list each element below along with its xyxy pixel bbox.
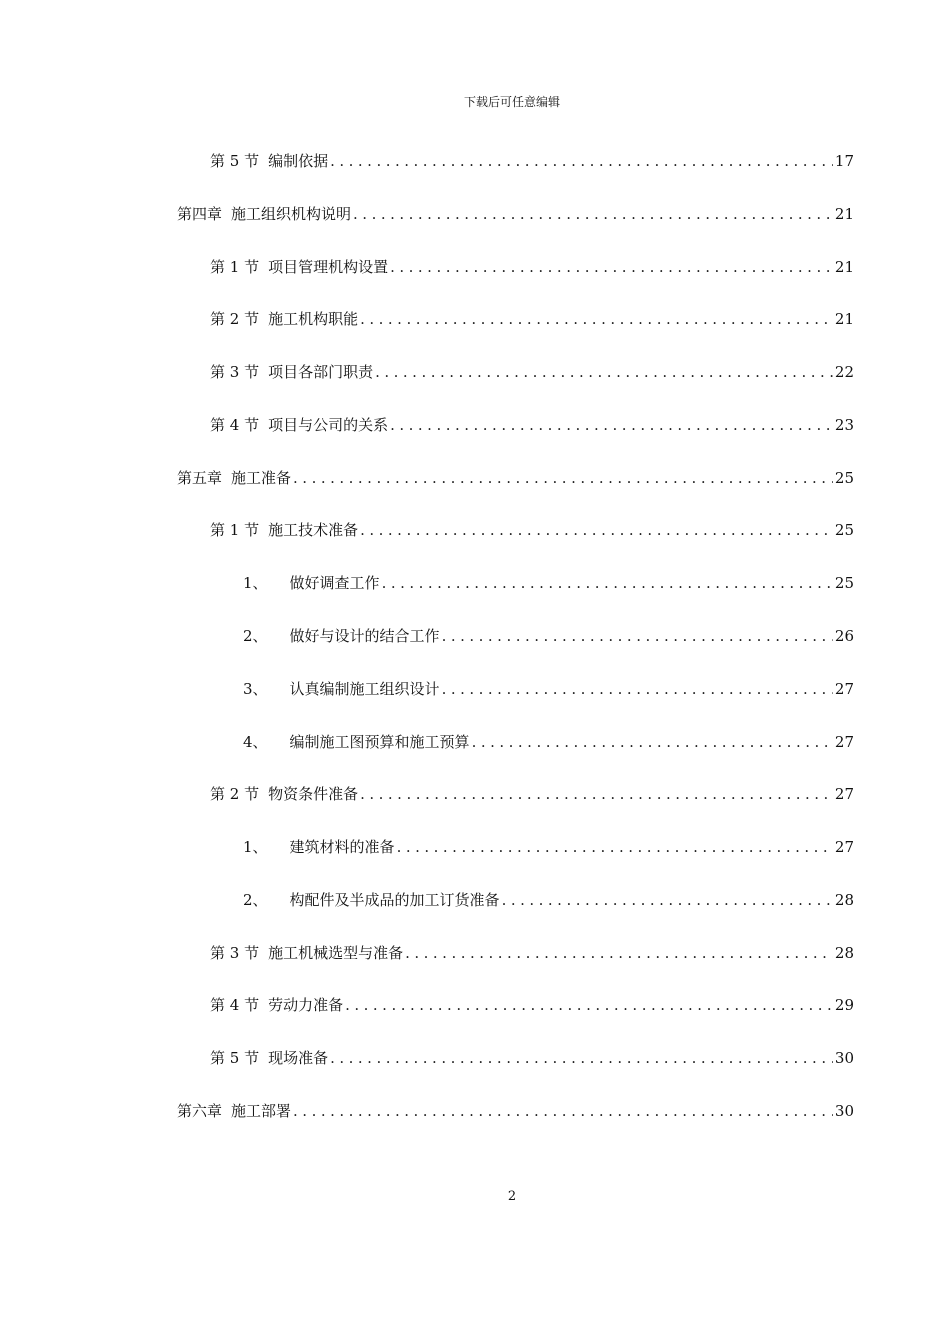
toc-entry-page: 21 bbox=[834, 205, 854, 223]
toc-entry-number: 2、 bbox=[243, 627, 268, 645]
toc-entry-number: 1、 bbox=[243, 838, 268, 856]
toc-dot-leader bbox=[442, 625, 833, 647]
toc-entry[interactable] bbox=[243, 887, 854, 911]
toc-entry-page: 27 bbox=[834, 733, 854, 751]
toc-entry-title: 建筑材料的准备 bbox=[289, 838, 395, 856]
toc-entry[interactable] bbox=[210, 1045, 854, 1069]
toc-entry-page: 25 bbox=[834, 469, 854, 487]
toc-entry-page: 29 bbox=[834, 996, 854, 1014]
toc-entry-number: 第 1 节 bbox=[210, 521, 260, 539]
toc-entry-page: 28 bbox=[834, 891, 854, 909]
toc-entry-page: 17 bbox=[834, 152, 854, 170]
toc-entry[interactable] bbox=[210, 940, 854, 964]
toc-dot-leader bbox=[330, 1047, 833, 1069]
toc-dot-leader bbox=[360, 783, 833, 805]
toc-dot-leader bbox=[375, 361, 833, 383]
toc-entry-number: 1、 bbox=[243, 574, 268, 592]
toc-dot-leader bbox=[397, 836, 833, 858]
toc-entry-title: 物资条件准备 bbox=[268, 785, 359, 803]
toc-entry[interactable] bbox=[210, 359, 854, 383]
toc-dot-leader bbox=[405, 942, 833, 964]
toc-entry-number: 第 3 节 bbox=[210, 363, 260, 381]
toc-entry-page: 25 bbox=[834, 574, 854, 592]
toc-entry[interactable] bbox=[210, 412, 854, 436]
toc-entry-title: 做好与设计的结合工作 bbox=[289, 627, 440, 645]
toc-entry-page: 30 bbox=[834, 1102, 854, 1120]
toc-entry[interactable] bbox=[210, 148, 854, 172]
toc-entry-number: 第 1 节 bbox=[210, 258, 260, 276]
toc-dot-leader bbox=[390, 414, 833, 436]
toc-dot-leader bbox=[442, 678, 833, 700]
toc-entry-number: 第 4 节 bbox=[210, 996, 260, 1014]
toc-entry-page: 30 bbox=[834, 1049, 854, 1067]
toc-dot-leader bbox=[472, 731, 833, 753]
toc-dot-leader bbox=[502, 889, 833, 911]
toc-entry-number: 第 5 节 bbox=[210, 152, 260, 170]
toc-entry-number: 第 3 节 bbox=[210, 944, 260, 962]
toc-entry-page: 23 bbox=[834, 416, 854, 434]
toc-entry-number: 3、 bbox=[243, 680, 268, 698]
toc-entry-number: 第五章 bbox=[177, 469, 223, 487]
toc-entry-page: 25 bbox=[834, 521, 854, 539]
toc-entry-title: 施工准备 bbox=[231, 469, 292, 487]
toc-entry-page: 26 bbox=[834, 627, 854, 645]
toc-entry-title: 施工部署 bbox=[231, 1102, 292, 1120]
toc-entry[interactable] bbox=[243, 676, 854, 700]
toc-dot-leader bbox=[293, 1100, 833, 1122]
toc-dot-leader bbox=[360, 308, 833, 330]
toc-entry-title: 编制施工图预算和施工预算 bbox=[289, 733, 470, 751]
toc-entry-title: 劳动力准备 bbox=[268, 996, 344, 1014]
toc-entry-page: 27 bbox=[834, 680, 854, 698]
toc-entry-title: 做好调查工作 bbox=[289, 574, 380, 592]
toc-entry-title: 认真编制施工组织设计 bbox=[289, 680, 440, 698]
toc-entry-title: 项目各部门职责 bbox=[268, 363, 374, 381]
toc-entry[interactable] bbox=[243, 623, 854, 647]
toc-entry-number: 第六章 bbox=[177, 1102, 223, 1120]
toc-entry[interactable] bbox=[243, 570, 854, 594]
toc-entry[interactable] bbox=[177, 465, 854, 489]
toc-entry-page: 28 bbox=[834, 944, 854, 962]
toc-dot-leader bbox=[390, 256, 833, 278]
toc-dot-leader bbox=[382, 572, 833, 594]
toc-entry-title: 项目管理机构设置 bbox=[268, 258, 389, 276]
toc-entry-number: 第 2 节 bbox=[210, 785, 260, 803]
toc-entry-title: 施工组织机构说明 bbox=[231, 205, 352, 223]
page-header: 下载后可任意编辑 bbox=[463, 95, 560, 109]
toc-entry-title: 施工机构职能 bbox=[268, 310, 359, 328]
toc-entry-title: 构配件及半成品的加工订货准备 bbox=[289, 891, 500, 909]
toc-entry[interactable] bbox=[210, 306, 854, 330]
toc-entry-number: 第四章 bbox=[177, 205, 223, 223]
toc-entry-page: 27 bbox=[834, 838, 854, 856]
toc-entry-title: 施工技术准备 bbox=[268, 521, 359, 539]
toc-dot-leader bbox=[353, 203, 833, 225]
toc-entry[interactable] bbox=[243, 834, 854, 858]
toc-dot-leader bbox=[293, 467, 833, 489]
toc-dot-leader bbox=[345, 994, 833, 1016]
toc-entry[interactable] bbox=[210, 992, 854, 1016]
toc-entry-number: 第 4 节 bbox=[210, 416, 260, 434]
toc-entry-title: 项目与公司的关系 bbox=[268, 416, 389, 434]
toc-entry-page: 21 bbox=[834, 310, 854, 328]
toc-entry-page: 21 bbox=[834, 258, 854, 276]
toc-entry[interactable] bbox=[210, 517, 854, 541]
toc-entry-number: 第 2 节 bbox=[210, 310, 260, 328]
toc-entry-page: 22 bbox=[834, 363, 854, 381]
toc-entry[interactable] bbox=[210, 781, 854, 805]
toc-entry[interactable] bbox=[177, 201, 854, 225]
toc-entry-page: 27 bbox=[834, 785, 854, 803]
toc-entry-title: 施工机械选型与准备 bbox=[268, 944, 404, 962]
toc-dot-leader bbox=[360, 519, 833, 541]
toc-entry-title: 编制依据 bbox=[268, 152, 329, 170]
toc-dot-leader bbox=[330, 150, 833, 172]
toc-entry[interactable] bbox=[243, 729, 854, 753]
toc-entry[interactable] bbox=[177, 1098, 854, 1122]
page-number: 2 bbox=[507, 1189, 517, 1204]
toc-entry-number: 第 5 节 bbox=[210, 1049, 260, 1067]
toc-entry[interactable] bbox=[210, 254, 854, 278]
toc-entry-title: 现场准备 bbox=[268, 1049, 329, 1067]
toc-entry-number: 2、 bbox=[243, 891, 268, 909]
toc-entry-number: 4、 bbox=[243, 733, 268, 751]
